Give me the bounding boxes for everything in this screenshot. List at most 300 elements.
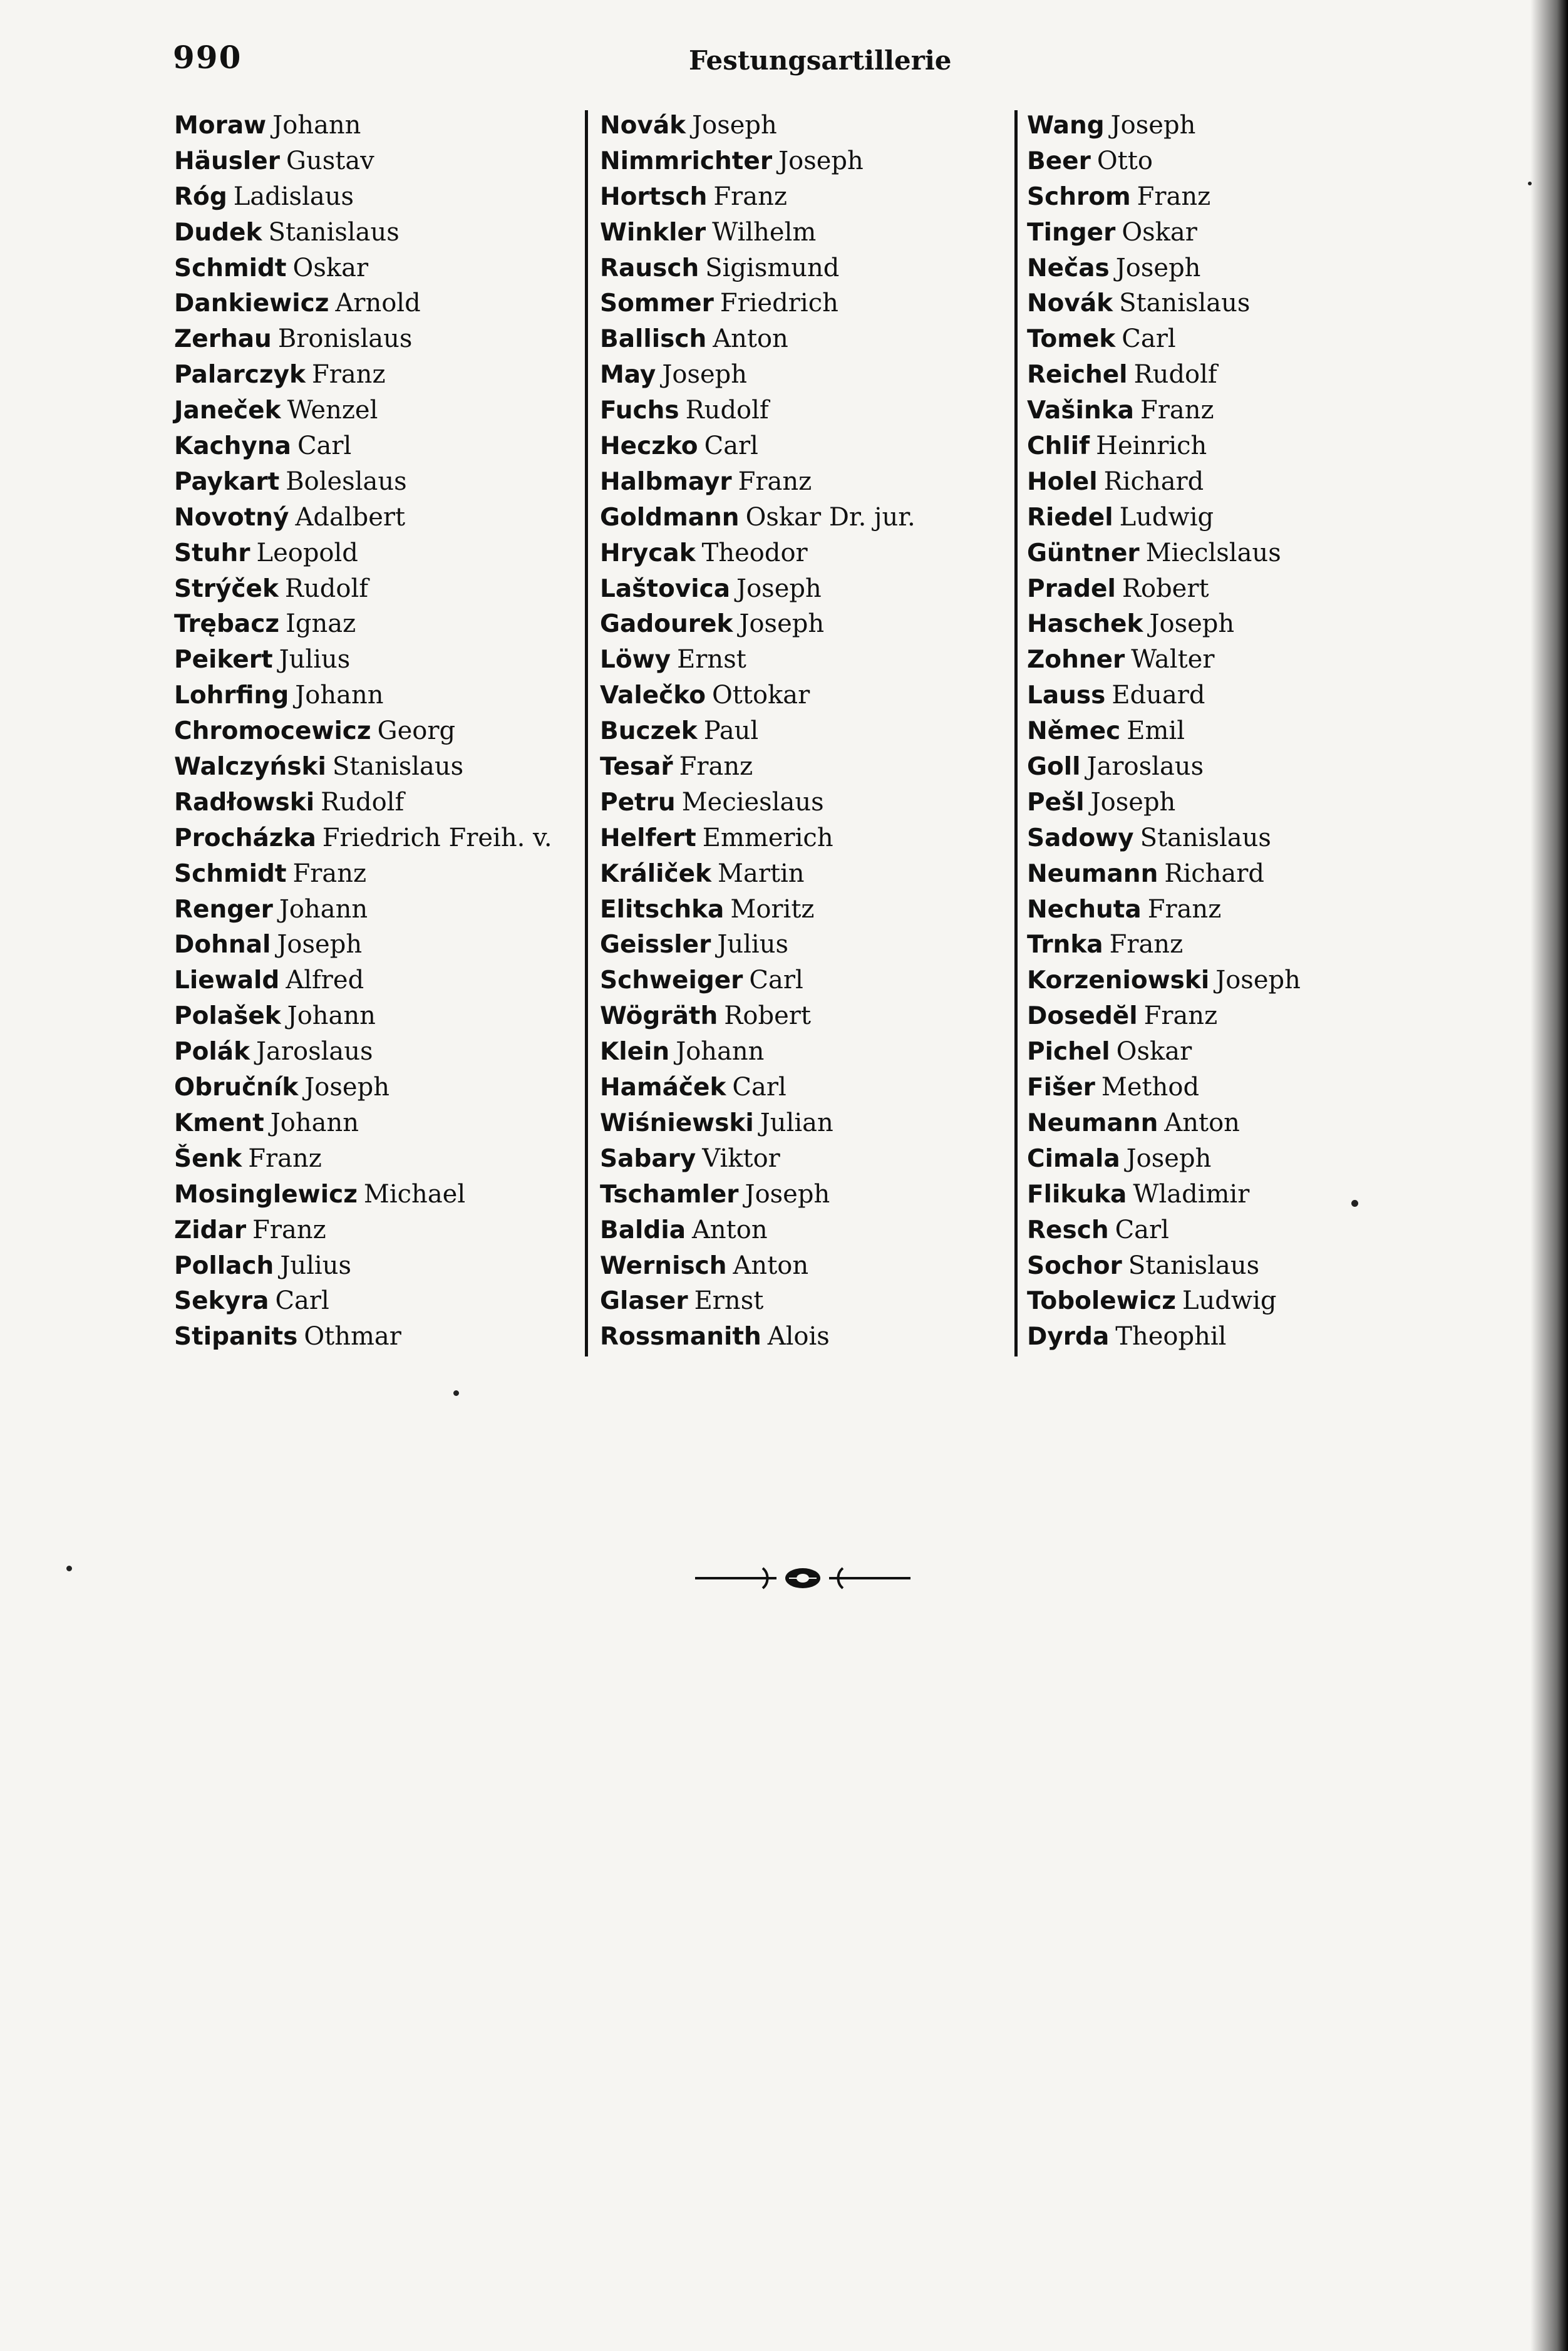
name-entry: [174, 393, 587, 428]
surname: Buczek: [600, 717, 698, 746]
name-entry: [174, 571, 587, 607]
name-entry: [600, 1319, 1013, 1355]
running-title: Festungsartillerie: [689, 45, 952, 76]
column-divider-1: [585, 110, 588, 1356]
surname: Cimala: [1027, 1144, 1120, 1173]
given-name: Bronislaus: [277, 324, 413, 354]
name-entry: [600, 606, 1013, 642]
name-column-2: [600, 108, 1013, 1355]
given-name: Franz: [1109, 930, 1184, 959]
surname: Sekyra: [174, 1287, 269, 1316]
surname: Dudek: [174, 218, 262, 247]
surname: Procházka: [174, 824, 316, 852]
given-name: Anton: [692, 1215, 768, 1244]
given-name: Ludwig: [1182, 1286, 1277, 1316]
surname: Hrycak: [600, 539, 696, 567]
given-name: Joseph: [277, 930, 363, 959]
given-name: Johann: [270, 1108, 359, 1137]
given-name: Franz: [1140, 396, 1214, 425]
name-entry: [1027, 785, 1440, 820]
surname: Gadourek: [600, 610, 733, 639]
given-name: Rudolf: [321, 787, 405, 817]
surname: Halbmayr: [600, 467, 732, 496]
surname: Tinger: [1027, 218, 1116, 247]
given-name: Franz: [248, 1144, 322, 1173]
given-name: Paul: [703, 716, 759, 746]
given-name: Johann: [287, 1001, 376, 1031]
surname: Pollach: [174, 1251, 274, 1280]
given-name: Joseph: [1090, 787, 1176, 817]
surname: Petru: [600, 788, 676, 817]
name-entry: [174, 678, 587, 713]
given-name: Robert: [724, 1001, 811, 1031]
surname: Dosedĕl: [1027, 1002, 1138, 1031]
surname: Pešl: [1027, 788, 1085, 817]
name-entry: [1027, 820, 1440, 856]
name-entry: [174, 892, 587, 927]
surname: Wang: [1027, 111, 1105, 140]
given-name: Heinrich: [1096, 431, 1207, 461]
given-name: Joseph: [778, 146, 864, 175]
surname: Rossmanith: [600, 1323, 761, 1351]
name-entry: [1027, 678, 1440, 713]
given-name: Franz: [1137, 182, 1211, 211]
given-name: Joseph: [1126, 1144, 1212, 1173]
name-entry: [1027, 1177, 1440, 1212]
surname: Winkler: [600, 218, 706, 247]
name-entry: [1027, 321, 1440, 357]
surname: Goll: [1027, 753, 1081, 782]
given-name: Julius: [279, 645, 351, 674]
surname: Kachyna: [174, 432, 291, 461]
given-name: Jaroslaus: [1086, 752, 1204, 782]
given-name: Anton: [1164, 1108, 1240, 1137]
name-entry: [174, 1248, 587, 1284]
name-entry: [174, 785, 587, 820]
surname: Renger: [174, 895, 273, 924]
name-entry: [600, 678, 1013, 713]
surname: Rausch: [600, 254, 699, 282]
given-name: Joseph: [1110, 111, 1196, 140]
name-entry: [174, 1070, 587, 1105]
name-entry: [1027, 1212, 1440, 1248]
surname: Neumann: [1027, 1108, 1158, 1137]
surname: Stuhr: [174, 539, 250, 567]
surname: Radłowski: [174, 788, 315, 817]
surname: Hortsch: [600, 182, 708, 211]
name-column-3: [1027, 108, 1440, 1355]
given-name: Joseph: [1115, 253, 1201, 282]
given-name: Carl: [732, 1073, 787, 1102]
name-entry: [1027, 749, 1440, 785]
given-name: Julius: [717, 930, 788, 959]
surname: Dankiewicz: [174, 289, 329, 318]
name-entry: [1027, 1319, 1440, 1355]
surname: Sadowy: [1027, 824, 1134, 852]
given-name: Stanislaus: [332, 752, 464, 782]
name-entry: [1027, 108, 1440, 143]
given-name: Stanislaus: [1128, 1251, 1260, 1280]
surname: Tesař: [600, 753, 673, 782]
given-name: Wladimir: [1133, 1179, 1250, 1209]
given-name: Rudolf: [1133, 360, 1217, 390]
name-entry: [600, 108, 1013, 143]
surname: Sommer: [600, 289, 714, 318]
given-name: Johann: [676, 1037, 765, 1067]
given-name: Theophil: [1115, 1322, 1227, 1351]
given-name: Wilhelm: [712, 217, 817, 247]
page-number: 990: [173, 39, 242, 76]
name-entry: [1027, 357, 1440, 393]
name-entry: [174, 998, 587, 1034]
surname: Korzeniowski: [1027, 966, 1210, 995]
surname: Zidar: [174, 1216, 247, 1244]
name-entry: [600, 749, 1013, 785]
given-name: Joseph: [1149, 609, 1235, 639]
name-entry: [1027, 713, 1440, 749]
name-entry: [600, 642, 1013, 678]
name-entry: [600, 1248, 1013, 1284]
name-entry: [600, 143, 1013, 179]
name-entry: [1027, 500, 1440, 535]
surname: Wiśniewski: [600, 1108, 754, 1137]
surname: Glaser: [600, 1287, 688, 1316]
surname: Tschamler: [600, 1180, 739, 1209]
given-name: Franz: [1147, 894, 1222, 924]
surname: Valečko: [600, 681, 706, 710]
surname: Nečas: [1027, 254, 1110, 282]
column-divider-2: [1014, 110, 1018, 1356]
name-entry: [1027, 215, 1440, 251]
given-name: Alois: [767, 1322, 830, 1351]
name-entry: [174, 1319, 587, 1355]
given-name: Sigismund: [705, 253, 840, 282]
name-entry: [600, 1141, 1013, 1177]
given-name: Anton: [733, 1251, 809, 1280]
surname: Schweiger: [600, 966, 743, 995]
given-name: Gustav: [286, 146, 374, 175]
given-name: Emil: [1127, 716, 1185, 746]
surname: Paykart: [174, 467, 280, 496]
given-name: Ignaz: [286, 609, 356, 639]
given-name: Michael: [363, 1179, 466, 1209]
name-entry: [600, 785, 1013, 820]
surname: Lauss: [1027, 681, 1106, 710]
given-name: Franz: [713, 182, 787, 211]
given-name: Stanislaus: [268, 217, 400, 247]
surname: Beer: [1027, 147, 1091, 175]
surname: Novák: [1027, 289, 1113, 318]
surname: Wögräth: [600, 1002, 718, 1031]
print-speck: [453, 1390, 459, 1396]
surname: Janeček: [174, 396, 281, 425]
surname: Novák: [600, 111, 686, 140]
name-entry: [174, 1034, 587, 1070]
given-name: Joseph: [745, 1179, 830, 1209]
surname: Elitschka: [600, 895, 725, 924]
given-name: Ludwig: [1119, 502, 1214, 532]
name-entry: [1027, 1283, 1440, 1319]
given-name: Rudolf: [284, 574, 369, 603]
name-entry: [174, 357, 587, 393]
surname: Němec: [1027, 717, 1121, 746]
surname: Králiček: [600, 859, 712, 888]
given-name: Martin: [718, 859, 805, 888]
given-name: Joseph: [736, 574, 822, 603]
name-entry: [174, 713, 587, 749]
given-name: Anton: [713, 324, 788, 354]
name-entry: [174, 535, 587, 571]
given-name: Julian: [760, 1108, 833, 1137]
given-name: Oskar: [1122, 217, 1197, 247]
surname: Reichel: [1027, 361, 1128, 390]
surname: Obručník: [174, 1073, 299, 1102]
given-name: Carl: [275, 1286, 329, 1316]
given-name: Joseph: [1215, 966, 1301, 995]
name-entry: [600, 571, 1013, 607]
surname: Dyrda: [1027, 1323, 1110, 1351]
surname: Trnka: [1027, 931, 1103, 959]
surname: Lohrfing: [174, 681, 289, 710]
surname: Fuchs: [600, 396, 679, 425]
name-entry: [174, 1283, 587, 1319]
given-name: Method: [1101, 1073, 1200, 1102]
given-name: Carl: [297, 431, 352, 461]
name-entry: [600, 286, 1013, 321]
fleuron-divider-icon: [695, 1559, 910, 1597]
surname: Polašek: [174, 1002, 281, 1031]
surname: Schrom: [1027, 182, 1131, 211]
surname: Fišer: [1027, 1073, 1095, 1102]
surname: Resch: [1027, 1216, 1109, 1244]
given-name: Oskar: [292, 253, 369, 282]
surname: Strýček: [174, 574, 279, 603]
name-entry: [600, 500, 1013, 535]
surname: Neumann: [1027, 859, 1158, 888]
surname: Moraw: [174, 111, 267, 140]
surname: Nechuta: [1027, 895, 1142, 924]
name-entry: [600, 892, 1013, 927]
name-entry: [600, 1283, 1013, 1319]
page-edge-shadow: [1530, 0, 1568, 2351]
name-entry: [1027, 251, 1440, 286]
given-name: Joseph: [304, 1073, 389, 1102]
name-entry: [600, 713, 1013, 749]
name-entry: [1027, 892, 1440, 927]
surname: Helfert: [600, 824, 696, 852]
given-name: Joseph: [692, 111, 777, 140]
surname: Šenk: [174, 1144, 242, 1173]
name-entry: [1027, 143, 1440, 179]
name-entry: [600, 215, 1013, 251]
name-entry: [1027, 1105, 1440, 1141]
name-entry: [1027, 535, 1440, 571]
name-entry: [174, 215, 587, 251]
name-entry: [600, 251, 1013, 286]
given-name: Leopold: [256, 538, 358, 567]
name-entry: [174, 606, 587, 642]
name-entry: [174, 500, 587, 535]
surname: Tomek: [1027, 325, 1116, 354]
name-entry: [174, 1177, 587, 1212]
given-name: Oskar: [1116, 1037, 1192, 1067]
name-entry: [1027, 998, 1440, 1034]
name-entry: [600, 535, 1013, 571]
name-entry: [174, 321, 587, 357]
given-name: Walter: [1131, 645, 1215, 674]
name-entry: [600, 963, 1013, 998]
surname: Palarczyk: [174, 361, 306, 390]
given-name: Stanislaus: [1140, 823, 1271, 852]
name-entry: [600, 428, 1013, 464]
surname: Laštovica: [600, 574, 731, 603]
given-name: Carl: [1122, 324, 1176, 354]
name-entry: [174, 108, 587, 143]
given-name: Ottokar: [712, 681, 810, 710]
print-speck: [1351, 1200, 1358, 1207]
given-name: Arnold: [335, 289, 421, 318]
surname: Vašinka: [1027, 396, 1134, 425]
name-entry: [1027, 1034, 1440, 1070]
name-entry: [600, 1212, 1013, 1248]
surname: Löwy: [600, 646, 671, 674]
name-entry: [174, 927, 587, 963]
surname: Zerhau: [174, 325, 272, 354]
surname: Mosinglewicz: [174, 1180, 358, 1209]
given-name: Carl: [1115, 1215, 1169, 1244]
surname: Goldmann: [600, 503, 740, 532]
surname: Peikert: [174, 646, 273, 674]
given-name: Jaroslaus: [256, 1037, 373, 1067]
name-entry: [1027, 1141, 1440, 1177]
given-name: Richard: [1164, 859, 1264, 888]
surname: Nimmrichter: [600, 147, 773, 175]
name-entry: [600, 1105, 1013, 1141]
name-entry: [1027, 856, 1440, 892]
given-name: Carl: [704, 431, 758, 461]
name-entry: [174, 464, 587, 500]
name-entry: [600, 856, 1013, 892]
print-speck: [1528, 182, 1532, 185]
given-name: Carl: [749, 966, 803, 995]
given-name: Emmerich: [702, 823, 833, 852]
given-name: Boleslaus: [286, 467, 407, 496]
surname: Pradel: [1027, 574, 1116, 603]
name-entry: [600, 464, 1013, 500]
name-entry: [1027, 179, 1440, 215]
name-entry: [1027, 428, 1440, 464]
given-name: Georg: [377, 716, 456, 746]
given-name: Franz: [252, 1215, 326, 1244]
name-entry: [600, 998, 1013, 1034]
name-entry: [1027, 571, 1440, 607]
given-name: Franz: [738, 467, 812, 496]
surname: May: [600, 361, 656, 390]
name-entry: [1027, 606, 1440, 642]
name-entry: [174, 1212, 587, 1248]
name-entry: [174, 251, 587, 286]
name-entry: [600, 321, 1013, 357]
surname: Róg: [174, 182, 227, 211]
given-name: Mieclslaus: [1145, 538, 1281, 567]
given-name: Ladislaus: [233, 182, 354, 211]
given-name: Johann: [279, 894, 368, 924]
surname: Novotný: [174, 503, 289, 532]
given-name: Johann: [295, 681, 384, 710]
name-entry: [174, 963, 587, 998]
name-entry: [1027, 464, 1440, 500]
name-entry: [600, 1070, 1013, 1105]
surname: Walczyński: [174, 753, 326, 782]
name-entry: [174, 1141, 587, 1177]
name-entry: [1027, 642, 1440, 678]
given-name: Franz: [679, 752, 753, 782]
given-name: Johann: [272, 111, 361, 140]
given-name: Julius: [280, 1251, 351, 1280]
surname: Pichel: [1027, 1038, 1110, 1067]
name-entry: [600, 393, 1013, 428]
surname: Polák: [174, 1038, 250, 1067]
surname: Häusler: [174, 147, 280, 175]
given-name: Ernst: [694, 1286, 764, 1316]
given-name: Friedrich: [720, 289, 838, 318]
name-entry: [174, 856, 587, 892]
surname: Ballisch: [600, 325, 707, 354]
surname: Güntner: [1027, 539, 1140, 567]
surname: Tobolewicz: [1027, 1287, 1176, 1316]
surname: Chlif: [1027, 432, 1090, 461]
surname: Baldia: [600, 1216, 686, 1244]
name-entry: [1027, 1248, 1440, 1284]
name-entry: [600, 927, 1013, 963]
given-name: Friedrich Freih. v.: [322, 823, 552, 852]
surname: Sochor: [1027, 1251, 1122, 1280]
surname: Hamáček: [600, 1073, 726, 1102]
name-entry: [1027, 963, 1440, 998]
name-entry: [174, 820, 587, 856]
print-speck: [66, 1566, 72, 1571]
given-name: Eduard: [1112, 681, 1205, 710]
given-name: Stanislaus: [1119, 289, 1251, 318]
name-entry: [1027, 393, 1440, 428]
surname: Dohnal: [174, 931, 271, 959]
name-entry: [600, 820, 1013, 856]
surname: Geissler: [600, 931, 711, 959]
surname: Schmidt: [174, 859, 287, 888]
name-entry: [600, 1034, 1013, 1070]
name-entry: [174, 1105, 587, 1141]
name-entry: [600, 357, 1013, 393]
given-name: Richard: [1103, 467, 1204, 496]
surname: Zohner: [1027, 646, 1125, 674]
surname: Riedel: [1027, 503, 1113, 532]
name-entry: [1027, 1070, 1440, 1105]
given-name: Adalbert: [295, 502, 406, 532]
given-name: Oskar Dr. jur.: [745, 502, 916, 532]
given-name: Theodor: [701, 538, 808, 567]
given-name: Franz: [292, 859, 367, 888]
name-column-1: [174, 108, 587, 1355]
name-entry: [174, 428, 587, 464]
name-entry: [174, 749, 587, 785]
name-entry: [1027, 927, 1440, 963]
given-name: Ernst: [677, 645, 746, 674]
name-entry: [600, 179, 1013, 215]
name-entry: [1027, 286, 1440, 321]
surname: Klein: [600, 1038, 670, 1067]
surname: Flikuka: [1027, 1180, 1127, 1209]
name-entry: [174, 143, 587, 179]
